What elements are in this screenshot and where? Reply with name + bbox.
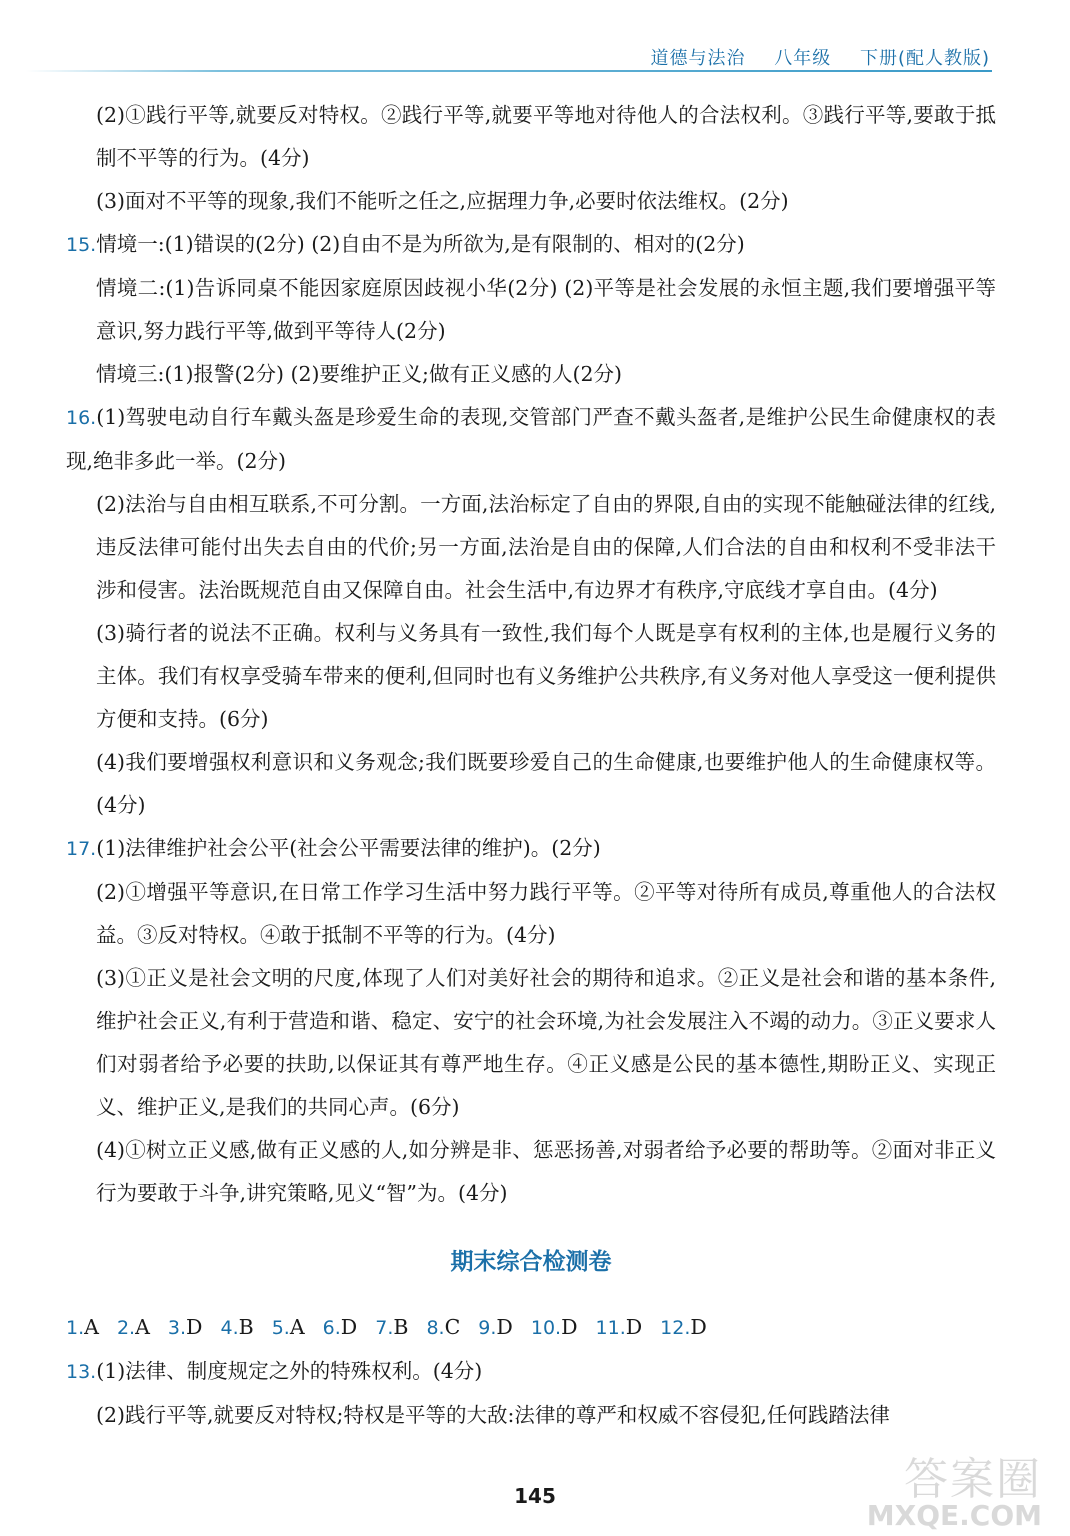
watermark-line2: MXQE.COM	[866, 1499, 1042, 1532]
answer-text: (4)我们要增强权利意识和义务观念;我们既要珍爱自己的生命健康,也要维护他人的生命健康权等。(4分)	[96, 750, 996, 817]
choice-answer	[375, 1315, 408, 1339]
answer-paragraph	[66, 353, 996, 396]
choice-number: 12.	[660, 1317, 691, 1339]
question-number: 15.	[66, 234, 97, 256]
answer-text: (2)①践行平等,就要反对特权。②践行平等,就要平等地对待他人的合法权利。③践行平等,要敢于抵制不平等的行为。(4分)	[96, 103, 996, 170]
answer-paragraph	[66, 267, 996, 353]
choice-number: 6.	[322, 1317, 341, 1339]
answer-text: 情境二:(1)告诉同桌不能因家庭原因歧视小华(2分) (2)平等是社会发展的永恒主题,我们要增强平等意识,努力践行平等,做到平等待人(2分)	[96, 276, 996, 343]
choice-answer	[531, 1315, 578, 1339]
choice-number: 7.	[375, 1317, 394, 1339]
choice-letter: D	[625, 1315, 643, 1339]
choice-number: 5.	[271, 1317, 290, 1339]
choice-answer	[323, 1315, 358, 1339]
choice-answer	[220, 1315, 253, 1339]
choice-number: 9.	[478, 1317, 497, 1339]
choice-number: 10.	[530, 1317, 562, 1339]
answer-text: (2)践行平等,就要反对特权;特权是平等的大敌:法律的尊严和权威不容侵犯,任何践踏法律	[96, 1403, 890, 1427]
answer-paragraph	[66, 871, 996, 957]
answer-paragraph	[66, 94, 996, 180]
watermark-line1: 答案圈	[904, 1454, 1042, 1505]
choice-answer	[426, 1315, 460, 1339]
answer-paragraph	[66, 396, 996, 483]
question-number: 13.	[66, 1361, 97, 1383]
choice-answer	[168, 1315, 203, 1339]
answer-paragraph	[66, 180, 996, 223]
choice-letter: B	[393, 1315, 409, 1339]
header-subject: 道德与法治	[650, 48, 746, 69]
choice-number: 1.	[66, 1317, 85, 1339]
choice-number: 4.	[220, 1317, 239, 1339]
choice-number: 11.	[595, 1317, 626, 1339]
answer-paragraph	[66, 483, 996, 612]
answers-top	[66, 94, 996, 1215]
choice-letter: D	[496, 1315, 513, 1339]
answer-paragraph	[66, 1394, 996, 1437]
running-header	[628, 44, 990, 70]
question-number: 16.	[66, 407, 97, 429]
answer-text: (1)法律、制度规定之外的特殊权利。(4分)	[96, 1359, 483, 1383]
answer-text: (4)①树立正义感,做有正义感的人,如分辨是非、惩恶扬善,对弱者给予必要的帮助等。②面对非正义行为要敢于斗争,讲究策略,见义“智”为。(4分)	[96, 1138, 996, 1205]
answer-paragraph	[66, 741, 996, 827]
choice-answer	[660, 1315, 707, 1339]
choice-answer	[66, 1315, 99, 1339]
page-number: 145	[514, 1484, 556, 1508]
answer-text: (2)①增强平等意识,在日常工作学习生活中努力践行平等。②平等对待所有成员,尊重他人的合法权益。③反对特权。④敢于抵制不平等的行为。(4分)	[96, 880, 996, 947]
header-edition: 下册(配人教版)	[859, 48, 990, 69]
choice-letter: D	[690, 1315, 707, 1339]
choice-letter: A	[84, 1315, 99, 1339]
answer-text: (3)骑行者的说法不正确。权利与义务具有一致性,我们每个人既是享有权利的主体,也是履行义务的主体。我们有权享受骑车带来的便利,但同时也有义务维护公共秩序,有义务对他人享受这一便利提供方便和支持。(6分)	[96, 621, 996, 731]
answer-text: (3)①正义是社会文明的尺度,体现了人们对美好社会的期待和追求。②正义是社会和谐的基本条件,维护社会正义,有利于营造和谐、稳定、安宁的社会环境,为社会发展注入不竭的动力。③正义要求人们对弱者给予必要的扶助,以保证其有尊严地生存。④正义感是公民的基本德性,期盼正义、实现正义、维护正义,是我们的共同心声。(6分)	[96, 966, 996, 1119]
choice-number: 2.	[116, 1317, 136, 1339]
answer-paragraph	[66, 827, 996, 871]
answer-paragraph	[66, 957, 996, 1129]
choice-letter: D	[561, 1315, 578, 1339]
answer-paragraph	[66, 1129, 996, 1215]
choice-answer	[272, 1315, 305, 1339]
multiple-choice-answers	[66, 1306, 996, 1350]
answer-paragraph	[66, 223, 996, 267]
answer-content	[66, 94, 996, 1437]
choice-letter: A	[135, 1315, 150, 1339]
choice-number: 8.	[426, 1317, 445, 1339]
answer-text: (2)法治与自由相互联系,不可分割。一方面,法治标定了自由的界限,自由的实现不能触碰法律的红线,违反法律可能付出失去自由的代价;另一方面,法治是自由的保障,人们合法的自由和权利不受非法干涉和侵害。法治既规范自由又保障自由。社会生活中,有边界才有秩序,守底线才享自由。(4分)	[96, 492, 996, 602]
answer-text: 情境一:(1)错误的(2分) (2)自由不是为所欲为,是有限制的、相对的(2分)	[96, 232, 745, 256]
choice-letter: A	[289, 1315, 305, 1339]
answer-text: (3)面对不平等的现象,我们不能听之任之,应据理力争,必要时依法维权。(2分)	[96, 189, 789, 213]
answer-text: 情境三:(1)报警(2分) (2)要维护正义;做有正义感的人(2分)	[96, 362, 622, 386]
choice-answer	[117, 1315, 150, 1339]
choice-letter: B	[238, 1315, 254, 1339]
question-number: 17.	[66, 838, 97, 860]
choice-answer	[596, 1315, 643, 1339]
choice-letter: D	[340, 1315, 358, 1339]
answers-bottom	[66, 1350, 996, 1437]
header-divider	[26, 70, 992, 72]
choice-answer	[478, 1315, 513, 1339]
section-title: 期末综合检测卷	[450, 1249, 612, 1275]
answer-text: (1)驾驶电动自行车戴头盔是珍爱生命的表现,交管部门严查不戴头盔者,是维护公民生命健康权的表现,绝非多此一举。(2分)	[66, 405, 996, 473]
answer-paragraph	[66, 1350, 996, 1394]
header-grade: 八年级	[774, 48, 832, 69]
watermark-logo	[866, 1454, 1042, 1532]
answer-paragraph	[66, 612, 996, 741]
choice-number: 3.	[167, 1317, 187, 1339]
choice-letter: C	[444, 1315, 461, 1339]
answer-text: (1)法律维护社会公平(社会公平需要法律的维护)。(2分)	[96, 836, 601, 860]
choice-letter: D	[186, 1315, 203, 1339]
